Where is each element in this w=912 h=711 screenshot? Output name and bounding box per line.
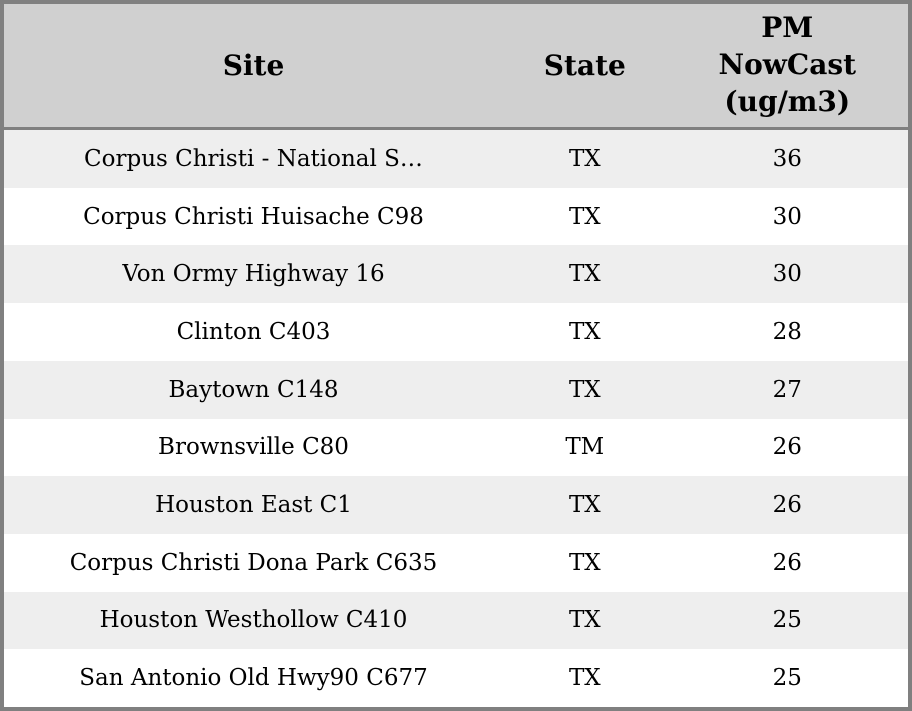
column-header-site: Site bbox=[222, 49, 285, 82]
table-row bbox=[4, 419, 908, 477]
table-row bbox=[4, 361, 908, 419]
table-row bbox=[4, 245, 908, 303]
table-row bbox=[4, 592, 908, 650]
state-cell: TM bbox=[565, 434, 605, 461]
table-body bbox=[4, 130, 908, 707]
pm-nowcast-cell: 26 bbox=[772, 549, 802, 576]
pm-nowcast-cell: 30 bbox=[772, 261, 802, 288]
pm-nowcast-cell: 30 bbox=[772, 203, 802, 230]
state-cell: TX bbox=[568, 607, 601, 634]
site-cell: Clinton C403 bbox=[176, 318, 331, 345]
table-row bbox=[4, 130, 908, 188]
column-header-state: State bbox=[543, 49, 626, 82]
table-row bbox=[4, 303, 908, 361]
state-cell: TX bbox=[568, 318, 601, 345]
pm-nowcast-cell: 25 bbox=[772, 665, 802, 692]
pm-nowcast-cell: 28 bbox=[772, 318, 802, 345]
site-cell: Houston East C1 bbox=[155, 492, 352, 519]
state-cell: TX bbox=[568, 145, 601, 172]
column-header-pm-nowcast bbox=[667, 10, 908, 121]
site-cell: Corpus Christi Huisache C98 bbox=[83, 203, 424, 230]
state-cell: TX bbox=[568, 665, 601, 692]
site-cell: Corpus Christi - National S… bbox=[84, 145, 423, 172]
site-cell: Corpus Christi Dona Park C635 bbox=[69, 549, 438, 576]
table-row bbox=[4, 188, 908, 246]
state-cell: TX bbox=[568, 549, 601, 576]
pm-header-line-1: PM bbox=[761, 11, 814, 45]
pm-nowcast-cell: 26 bbox=[772, 492, 802, 519]
pm-nowcast-cell: 36 bbox=[772, 145, 802, 172]
state-cell: TX bbox=[568, 261, 601, 288]
pm-header-line-3: (ug/m3) bbox=[724, 84, 851, 118]
state-cell: TX bbox=[568, 203, 601, 230]
pm-nowcast-cell: 26 bbox=[772, 434, 802, 461]
pm-nowcast-cell: 27 bbox=[772, 376, 802, 403]
table-row bbox=[4, 476, 908, 534]
state-cell: TX bbox=[568, 376, 601, 403]
table-row bbox=[4, 649, 908, 707]
pm-nowcast-cell: 25 bbox=[772, 607, 802, 634]
pm-header-line-2: NowCast bbox=[718, 48, 857, 82]
site-cell: Brownsville C80 bbox=[158, 434, 349, 461]
site-cell: Von Ormy Highway 16 bbox=[122, 261, 385, 288]
site-cell: Baytown C148 bbox=[168, 376, 339, 403]
site-cell: Houston Westhollow C410 bbox=[99, 607, 408, 634]
table-header-row bbox=[4, 4, 908, 130]
table-row bbox=[4, 534, 908, 592]
state-cell: TX bbox=[568, 492, 601, 519]
site-cell: San Antonio Old Hwy90 C677 bbox=[79, 665, 428, 692]
